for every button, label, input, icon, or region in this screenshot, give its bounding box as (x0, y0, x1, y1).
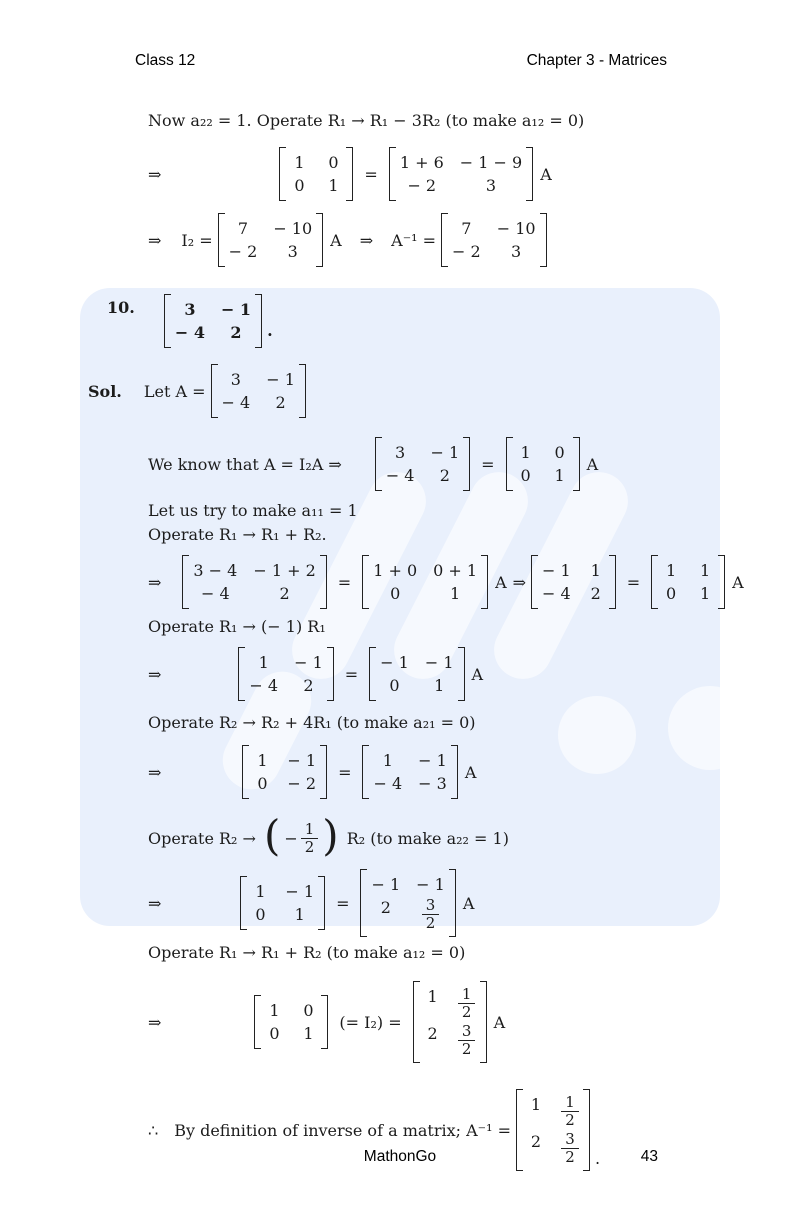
equation-row (148, 744, 800, 800)
class-label: Class 12 (135, 52, 196, 69)
matrix: 1 $\frac{1}{2}$ 2 $\frac{3}{2}$ (413, 981, 487, 1063)
operation-text: Operate R₂ → (148, 828, 256, 848)
conclusion-row (148, 1082, 800, 1178)
equation-row (148, 436, 800, 492)
implies-symbol: ⇒ (148, 664, 162, 684)
operation-text: R₂ (to make a₂₂ = 1) (346, 828, 509, 848)
close-paren: ) (322, 811, 339, 860)
equation-row (148, 554, 800, 610)
matrix-a-label: A (471, 664, 484, 684)
equation-row (148, 868, 800, 938)
equals-sign: = (344, 664, 359, 684)
matrix: 1 + 6 − 1 − 9 − 2 3 (389, 147, 533, 201)
operation-text: Operate R₁ → R₁ + R₂. (148, 525, 327, 544)
solution-intro-row (88, 362, 800, 420)
implies-symbol: ⇒ (148, 1012, 162, 1032)
fraction-numerator: 1 (301, 821, 319, 839)
operation-text: Operate R₁ → (− 1) R₁ (148, 617, 326, 636)
period: . (267, 321, 273, 340)
page-number: 43 (640, 1148, 658, 1165)
inverse-label: A⁻¹ = (391, 230, 437, 250)
question-row (107, 292, 800, 350)
equals-sign: = (481, 454, 495, 474)
matrix: − 1 − 1 0 1 (369, 647, 464, 701)
know-text: We know that A = I₂A ⇒ (148, 454, 342, 474)
matrix-a-label: A (732, 572, 744, 592)
fraction (301, 821, 319, 856)
operation-text: Operate R₁ → R₁ + R₂ (to make a₁₂ = 0) (148, 943, 466, 962)
matrix: 1 0 0 1 (279, 147, 353, 201)
operation-text: Let us try to make a₁₁ = 1 (148, 501, 358, 520)
equals-sign: = (626, 572, 641, 592)
equation-row (148, 146, 800, 202)
matrix: 1 − 1 − 4 − 3 (362, 745, 457, 799)
matrix: 1 0 0 1 (254, 995, 328, 1049)
open-paren: ( (263, 811, 281, 860)
matrix-a-label: A (330, 230, 342, 250)
matrix: 7 − 10 − 2 3 (441, 213, 547, 267)
implies-symbol: ⇒ (148, 893, 162, 913)
matrix-a-label: A (462, 893, 475, 913)
matrix: 7 − 10 − 2 3 (218, 213, 324, 267)
equals-sign: = (338, 762, 352, 782)
minus-sign: − (284, 828, 298, 848)
inverse-matrix: 1 $\frac{1}{2}$ 2 $\frac{3}{2}$ (516, 1089, 590, 1171)
question-number: 10. (107, 298, 135, 317)
matrix-a-label: A (495, 572, 507, 592)
brand-label: MathonGo (363, 1148, 437, 1165)
identity-label: I₂ = (181, 230, 213, 250)
matrix: 1 0 0 1 (506, 437, 580, 491)
equation-row (148, 972, 800, 1072)
let-a-text: Let A = (143, 381, 206, 401)
conclusion-text: By definition of inverse of a matrix; A⁻¹ = (174, 1120, 512, 1140)
operation-row (148, 812, 800, 864)
matrix: 1 − 1 − 4 2 (238, 647, 333, 701)
chapter-label: Chapter 3 - Matrices (526, 52, 667, 69)
matrix: 1 − 1 0 1 (240, 876, 325, 930)
matrix-a-label: A (586, 454, 599, 474)
identity-equals-label: (= I₂) = (339, 1012, 402, 1032)
equals-sign: = (336, 893, 350, 913)
equals-sign: = (337, 572, 352, 592)
implies-symbol: ⇒ (148, 572, 162, 592)
operation-text: Now a₂₂ = 1. Operate R₁ → R₁ − 3R₂ (to make a₁₂ = 0) (148, 111, 585, 130)
matrix: − 1 − 1 2 $\frac{3}{2}$ (360, 869, 455, 937)
implies-symbol: ⇒ (148, 230, 162, 250)
matrix: 3 − 4 − 1 + 2 − 4 2 (182, 555, 326, 609)
therefore-symbol: ∴ (148, 1120, 159, 1140)
matrix-a-label: A (464, 762, 477, 782)
implies-symbol: ⇒ (512, 572, 527, 592)
matrix: 3 − 1 − 4 2 (211, 364, 306, 418)
implies-symbol: ⇒ (148, 762, 162, 782)
matrix: 1 1 0 1 (651, 555, 725, 609)
matrix: − 1 1 − 4 2 (531, 555, 616, 609)
matrix-a-label: A (493, 1012, 506, 1032)
sol-label: Sol. (88, 381, 122, 401)
implies-symbol: ⇒ (359, 230, 374, 250)
question-matrix: 3 − 1 − 4 2 (164, 294, 262, 348)
matrix-a-label: A (540, 164, 552, 184)
matrix: 3 − 1 − 4 2 (375, 437, 470, 491)
fraction-denominator: 2 (304, 837, 315, 856)
equals-sign: = (364, 164, 378, 184)
equation-row (148, 212, 800, 268)
operation-text: Operate R₂ → R₂ + 4R₁ (to make a₂₁ = 0) (148, 713, 476, 732)
matrix: 1 + 0 0 + 1 0 1 (362, 555, 488, 609)
matrix: 1 − 1 0 − 2 (242, 745, 327, 799)
period: . (595, 1149, 601, 1168)
equation-row (148, 646, 800, 702)
implies-symbol: ⇒ (148, 164, 162, 184)
